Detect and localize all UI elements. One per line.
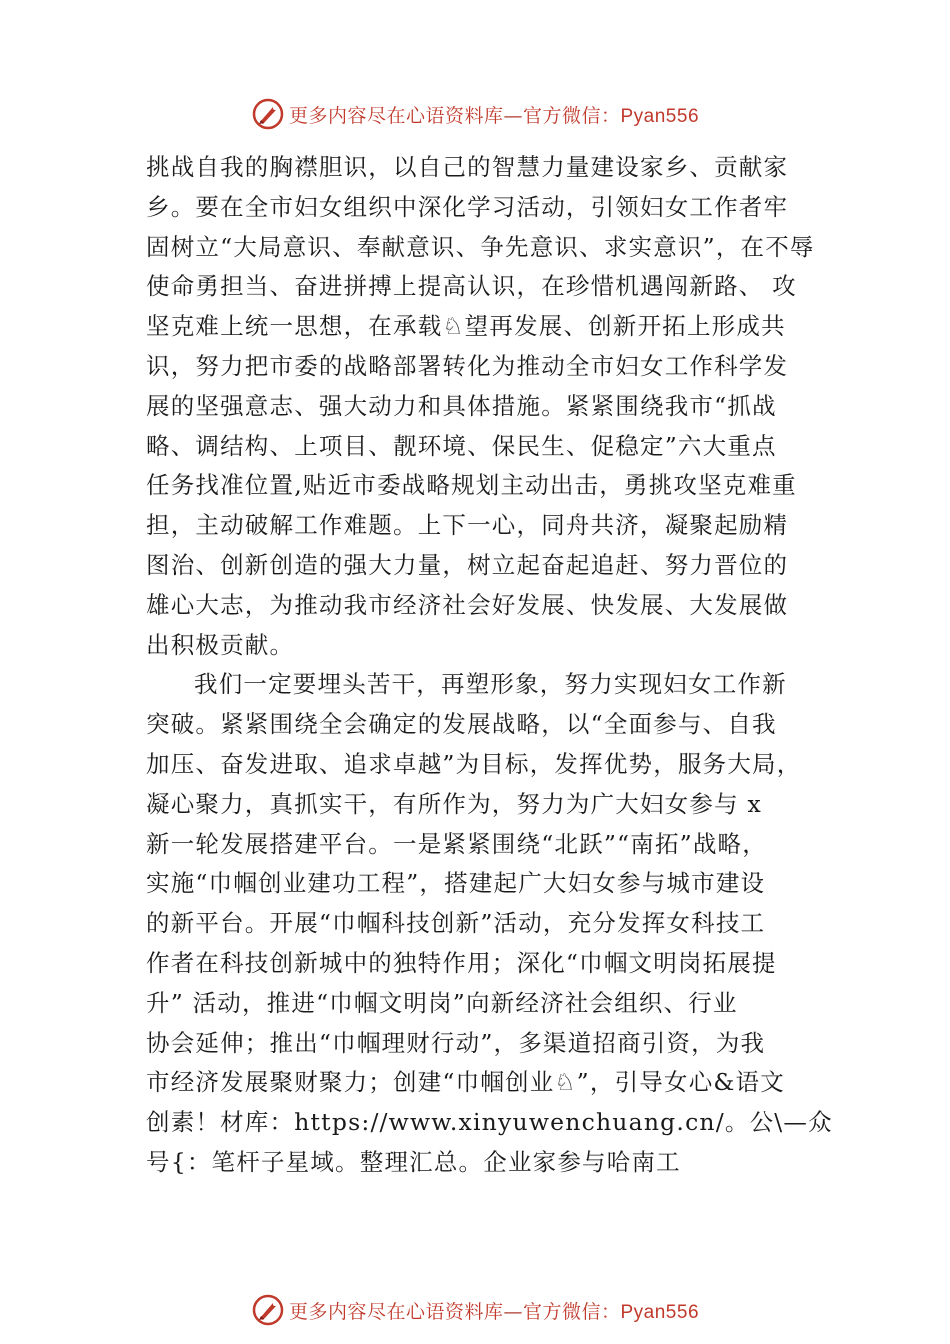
- body-line: 突破。紧紧围绕全会确定的发展战略，以“全面参与、自我: [146, 710, 777, 739]
- body-line: 加压、奋发进取、追求卓越”为目标，发挥优势，服务大局，: [146, 749, 802, 778]
- body-line: 新一轮发展搭建平台。一是紧紧围绕“北跃”“南拓”战略，: [146, 829, 767, 858]
- footer-banner-text: [289, 1297, 699, 1324]
- body-line: 任务找准位置,贴近市委战略规划主动出击，勇挑攻坚克难重: [146, 471, 797, 500]
- body-line: 实施“巾帼创业建功工程”，搭建起广大妇女参与城市建设: [146, 869, 766, 898]
- header-banner: [0, 94, 950, 134]
- body-line-paragraph-start: 我们一定要埋头苦干，再塑形象，努力实现妇女工作新: [194, 670, 787, 699]
- body-line: 乡。要在全市妇女组织中深化学习活动，引领妇女工作者牢: [146, 192, 789, 221]
- body-line: 展的坚强意志、强大动力和具体措施。紧紧围绕我市“抓战: [146, 391, 777, 420]
- header-banner-main: 更多内容尽在心语资料库: [288, 104, 504, 127]
- pen-logo-icon: [251, 1293, 285, 1327]
- body-line: 凝心聚力，真抓实干，有所作为，努力为广大妇女参与 x: [146, 789, 762, 818]
- body-line: 担，主动破解工作难题。上下一心，同舟共济，凝聚起励精: [146, 511, 789, 540]
- header-banner-text: [289, 101, 699, 128]
- body-line: 挑战自我的胸襟胆识，以自己的智慧力量建设家乡、贡献家: [146, 153, 789, 181]
- body-line: 图治、创新创造的强大力量，树立起奋起追赶、努力晋位的: [146, 550, 789, 579]
- body-line: 升” 活动，推进“巾帼文明岗”向新经济社会组织、行业: [146, 988, 738, 1017]
- footer-banner-main: 更多内容尽在心语资料库: [288, 1300, 504, 1323]
- footer-banner-official: 官方微信：: [522, 1300, 621, 1323]
- body-line: 识，努力把市委的战略部署转化为推动全市妇女工作科学发: [146, 351, 789, 380]
- body-line: 作者在科技创新城中的独特作用；深化“巾帼文明岗拓展提: [146, 948, 777, 977]
- footer-banner-dash: —: [503, 1300, 523, 1323]
- document-body: [146, 148, 833, 1183]
- header-banner-dash: —: [503, 104, 523, 127]
- footer-banner-id: Pyan556: [620, 1301, 700, 1323]
- body-line: 出积极贡献。: [146, 630, 295, 659]
- header-banner-id: Pyan556: [620, 105, 700, 127]
- body-line: 略、调结构、上项目、靓环境、保民生、促稳定”六大重点: [146, 431, 777, 460]
- body-line: 创素！材库：https://www.xinyuwenchuang.cn/。公\—众: [146, 1108, 833, 1137]
- body-line: 的新平台。开展“巾帼科技创新”活动，充分发挥女科技工: [146, 909, 766, 938]
- body-line: 号{：笔杆子星域。整理汇总。企业家参与哈南工: [146, 1147, 681, 1176]
- body-line: 市经济发展聚财聚力；创建“巾帼创业♘”，引导女心&语文: [146, 1068, 785, 1097]
- body-line: 雄心大志，为推动我市经济社会好发展、快发展、大发展做: [146, 590, 789, 619]
- body-line: 固树立“大局意识、奉献意识、争先意识、求实意识”，在不辱: [146, 232, 815, 261]
- footer-banner: [0, 1290, 950, 1330]
- header-banner-official: 官方微信：: [522, 104, 621, 127]
- pen-logo-icon: [251, 97, 285, 131]
- body-line: 使命勇担当、奋进拼搏上提高认识，在珍惜机遇闯新路、 攻: [146, 272, 797, 301]
- body-line: 坚克难上统一思想，在承载♘望再发展、创新开拓上形成共: [146, 312, 786, 341]
- body-line: 协会延伸；推出“巾帼理财行动”，多渠道招商引资，为我: [146, 1028, 766, 1057]
